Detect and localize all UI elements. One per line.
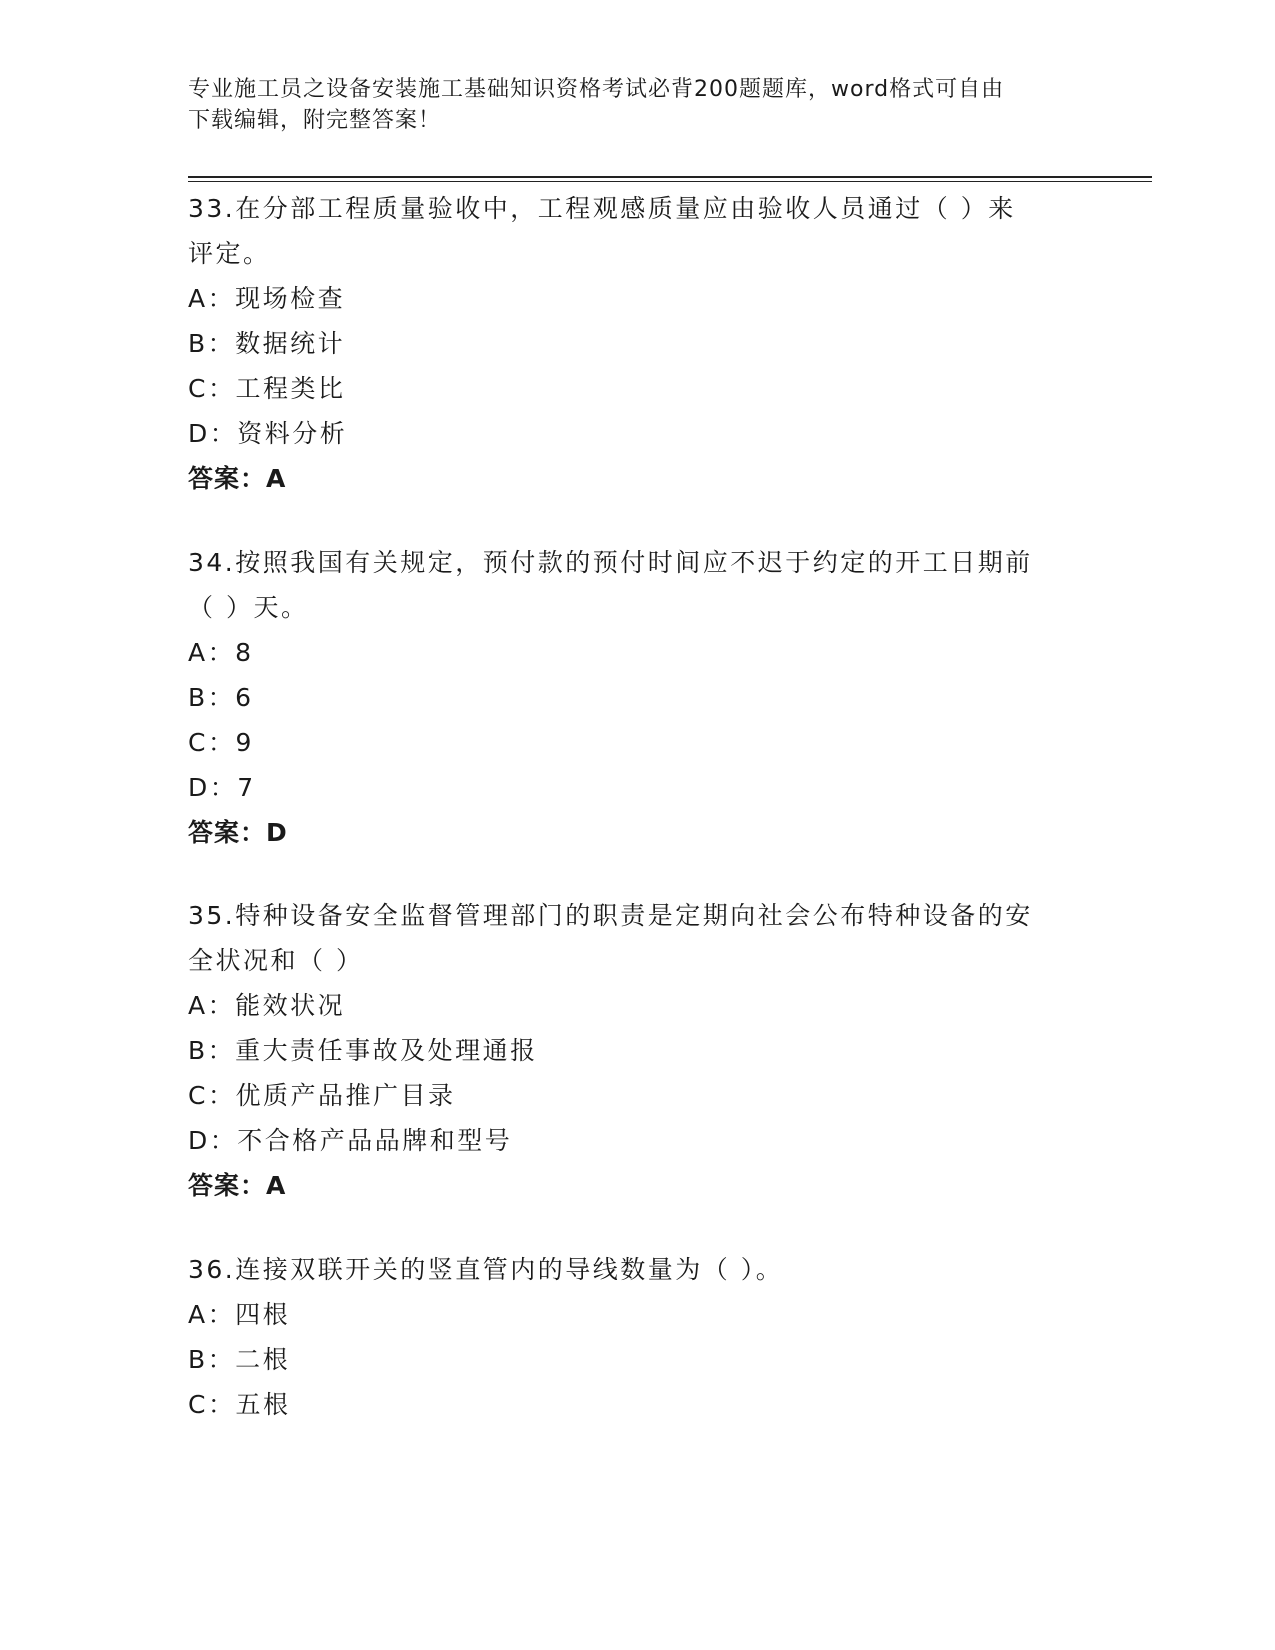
option-text: 现场检查 [235,284,346,313]
question-35 [188,893,1088,1208]
document-header [188,74,1088,136]
option-letter: C： [188,728,236,757]
option-c [188,1382,1088,1427]
option-d [188,1118,1088,1163]
question-34 [188,540,1088,855]
option-letter: B： [188,683,236,712]
option-a [188,983,1088,1028]
option-text: 工程类比 [235,374,346,403]
option-text: 7 [237,773,256,802]
option-a [188,276,1088,321]
option-letter: C： [188,1390,236,1419]
option-letter: C： [188,1081,236,1110]
option-text: 6 [235,683,254,712]
option-text: 优质产品推广目录 [235,1081,456,1110]
option-letter: A： [188,1300,236,1329]
option-letter: B： [188,1345,236,1374]
option-d [188,765,1088,810]
option-text: 数据统计 [235,329,346,358]
option-letter: A： [188,991,236,1020]
option-text: 四根 [235,1300,291,1329]
question-stem-line-1: 33.在分部工程质量验收中，工程观感质量应由验收人员通过（ ）来 [188,194,1016,223]
answer-label: 答案：A [188,464,287,493]
option-text: 二根 [235,1345,291,1374]
header-divider-thick [188,176,1152,178]
option-text: 8 [235,638,254,667]
option-c [188,366,1088,411]
option-c [188,720,1088,765]
question-36 [188,1247,1088,1427]
option-text: 能效状况 [235,991,346,1020]
question-33 [188,186,1088,501]
header-line-2: 下载编辑，附完整答案！ [188,108,442,133]
option-text: 资料分析 [237,419,348,448]
question-stem-line-1: 35.特种设备安全监督管理部门的职责是定期向社会公布特种设备的安 [188,901,1033,930]
option-letter: A： [188,284,236,313]
question-stem-line-2: （ ）天。 [188,593,309,622]
option-letter: D： [188,419,238,448]
option-b [188,321,1088,366]
header-line-1: 专业施工员之设备安装施工基础知识资格考试必背200题题库，word格式可自由 [188,77,1005,102]
option-letter: C： [188,374,236,403]
answer-label: 答案：D [188,818,288,847]
question-stem-line-2: 评定。 [188,239,271,268]
option-d [188,411,1088,456]
option-text: 不合格产品品牌和型号 [237,1126,513,1155]
question-stem-line-2: 全状况和（ ） [188,946,364,975]
option-text: 五根 [235,1390,291,1419]
option-b [188,675,1088,720]
option-letter: D： [188,773,238,802]
option-text: 9 [235,728,254,757]
option-letter: B： [188,329,236,358]
option-c [188,1073,1088,1118]
option-letter: A： [188,638,236,667]
answer-label: 答案：A [188,1171,287,1200]
option-text: 重大责任事故及处理通报 [235,1036,538,1065]
option-b [188,1337,1088,1382]
option-b [188,1028,1088,1073]
option-letter: D： [188,1126,238,1155]
header-divider-thin [188,181,1152,182]
question-stem-line-1: 34.按照我国有关规定，预付款的预付时间应不迟于约定的开工日期前 [188,548,1033,577]
question-stem-line-1: 36.连接双联开关的竖直管内的导线数量为（ ）。 [188,1255,784,1284]
option-letter: B： [188,1036,236,1065]
option-a [188,1292,1088,1337]
option-a [188,630,1088,675]
